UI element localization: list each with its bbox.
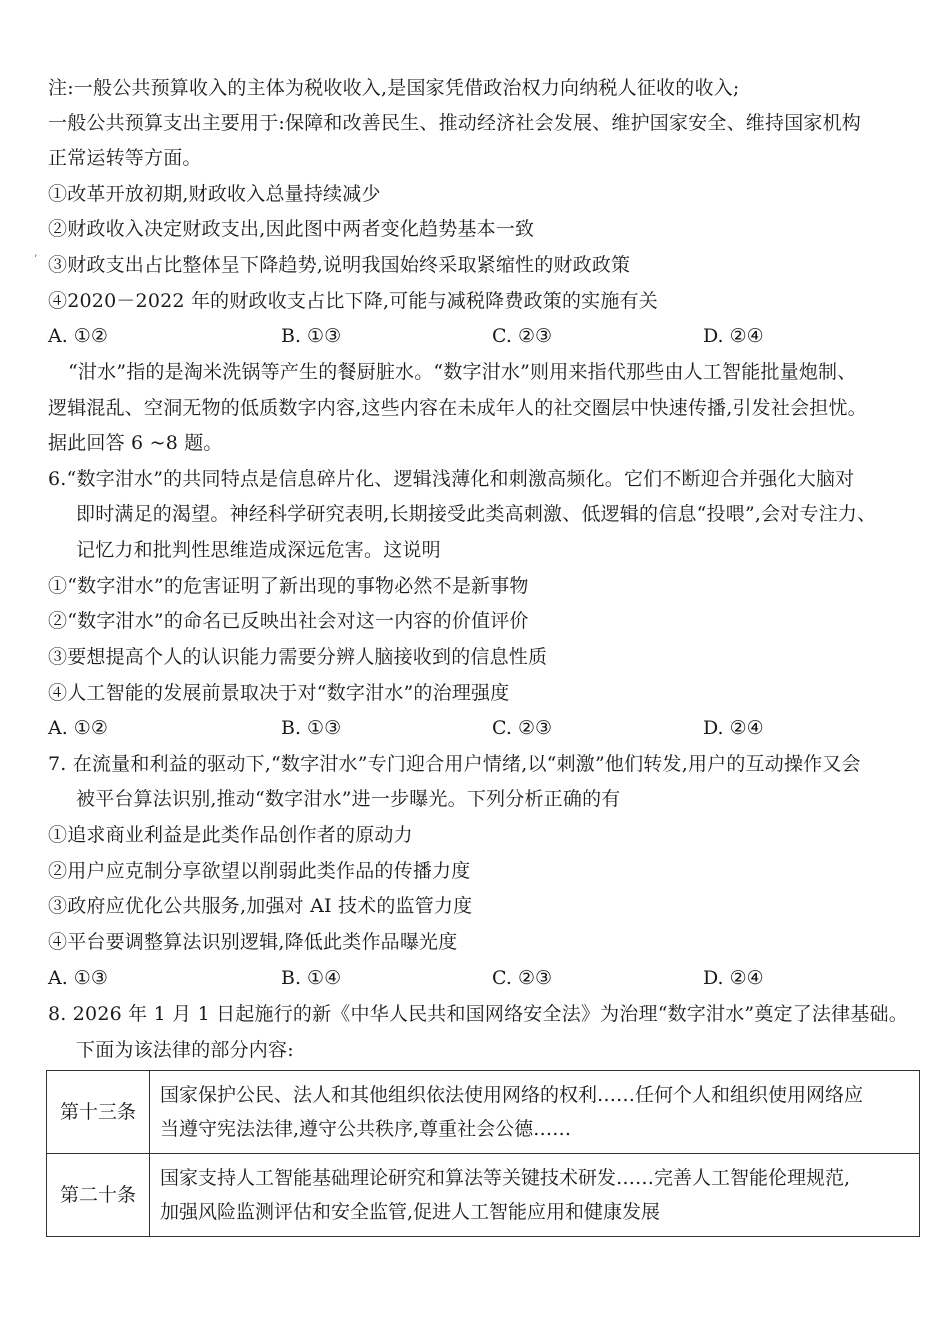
q8-stem-2: 下面为该法律的部分内容: [76, 1039, 294, 1061]
passage-line-1: “泔水”指的是淘米洗锅等产生的餐厨脏水。“数字泔水”则用来指代那些由人工智能批量炮制、 [68, 361, 857, 383]
q6-option-c[interactable]: C. ②③ [492, 717, 553, 739]
q5-item-1: ①改革开放初期,财政收入总量持续减少 [48, 183, 381, 205]
article-content-line: 加强风险监测评估和安全监管,促进人工智能应用和健康发展 [160, 1201, 661, 1223]
q6-stem-3: 记忆力和批判性思维造成深远危害。这说明 [76, 539, 441, 561]
note-line-2: 一般公共预算支出主要用于:保障和改善民生、推动经济社会发展、维护国家安全、维持国家机构 [48, 112, 862, 134]
q6-item-1: ①“数字泔水”的危害证明了新出现的事物必然不是新事物 [48, 575, 529, 597]
article-label: 第十三条 [47, 1071, 150, 1154]
q7-option-d[interactable]: D. ②④ [703, 967, 764, 989]
law-table-row [47, 1154, 920, 1237]
law-table [46, 1070, 920, 1237]
q6-item-3: ③要想提高个人的认识能力需要分辨人脑接收到的信息性质 [48, 646, 548, 668]
article-content-line: 国家保护公民、法人和其他组织依法使用网络的权利……任何个人和组织使用网络应 [160, 1084, 864, 1106]
q7-item-1: ①追求商业利益是此类作品创作者的原动力 [48, 824, 413, 846]
q7-option-c[interactable]: C. ②③ [492, 967, 553, 989]
article-content [150, 1071, 920, 1154]
q5-option-b[interactable]: B. ①③ [281, 325, 342, 347]
q7-stem-1: 7. 在流量和利益的驱动下,“数字泔水”专门迎合用户情绪,以“刺激”他们转发,用户的互动操作又会 [48, 753, 861, 775]
q7-item-3: ③政府应优化公共服务,加强对 AI 技术的监管力度 [48, 895, 473, 917]
q6-option-a[interactable]: A. ①② [48, 717, 108, 739]
article-content-line: 国家支持人工智能基础理论研究和算法等关键技术研发……完善人工智能伦理规范, [160, 1167, 851, 1189]
q5-option-c[interactable]: C. ②③ [492, 325, 553, 347]
passage-line-2: 逻辑混乱、空洞无物的低质数字内容,这些内容在未成年人的社交圈层中快速传播,引发社会担忧。 [48, 397, 867, 419]
q7-option-b[interactable]: B. ①④ [281, 967, 342, 989]
q5-option-d[interactable]: D. ②④ [703, 325, 764, 347]
q7-item-2: ②用户应克制分享欲望以削弱此类作品的传播力度 [48, 860, 471, 882]
law-table-row [47, 1071, 920, 1154]
article-label: 第二十条 [47, 1154, 150, 1237]
passage-line-3: 据此回答 6 ~8 题。 [48, 432, 223, 454]
q5-option-a[interactable]: A. ①② [48, 325, 108, 347]
note-line-3: 正常运转等方面。 [48, 147, 202, 169]
q6-option-b[interactable]: B. ①③ [281, 717, 342, 739]
q7-stem-2: 被平台算法识别,推动“数字泔水”进一步曝光。下列分析正确的有 [76, 788, 621, 810]
q5-item-3: ③财政支出占比整体呈下降趋势,说明我国始终采取紧缩性的财政政策 [48, 254, 631, 276]
q6-item-2: ②“数字泔水”的命名已反映出社会对这一内容的价值评价 [48, 610, 529, 632]
q6-stem-2: 即时满足的渴望。神经科学研究表明,长期接受此类高刺激、低逻辑的信息“投喂”,会对专注力、 [76, 503, 877, 525]
q5-item-4: ④2020－2022 年的财政收支占比下降,可能与减税降费政策的实施有关 [48, 290, 658, 312]
q8-stem-1: 8. 2026 年 1 月 1 日起施行的新《中华人民共和国网络安全法》为治理“数字泔水”奠定了法律基础。 [48, 1003, 908, 1025]
q6-options [48, 715, 918, 741]
article-content [150, 1154, 920, 1237]
q5-item-2: ②财政收入决定财政支出,因此图中两者变化趋势基本一致 [48, 218, 535, 240]
q6-item-4: ④人工智能的发展前景取决于对“数字泔水”的治理强度 [48, 682, 510, 704]
note-line-1: 注:一般公共预算收入的主体为税收收入,是国家凭借政治权力向纳税人征收的收入; [48, 77, 740, 99]
q7-option-a[interactable]: A. ①③ [48, 967, 108, 989]
article-content-line: 当遵守宪法法律,遵守公共秩序,尊重社会公德…… [160, 1118, 572, 1140]
q5-options [48, 323, 918, 349]
stray-mark: ’ [34, 254, 38, 265]
q6-option-d[interactable]: D. ②④ [703, 717, 764, 739]
q7-item-4: ④平台要调整算法识别逻辑,降低此类作品曝光度 [48, 931, 458, 953]
q7-options [48, 965, 918, 991]
q6-stem-1: 6.“数字泔水”的共同特点是信息碎片化、逻辑浅薄化和刺激高频化。它们不断迎合并强化大脑对 [48, 468, 855, 490]
